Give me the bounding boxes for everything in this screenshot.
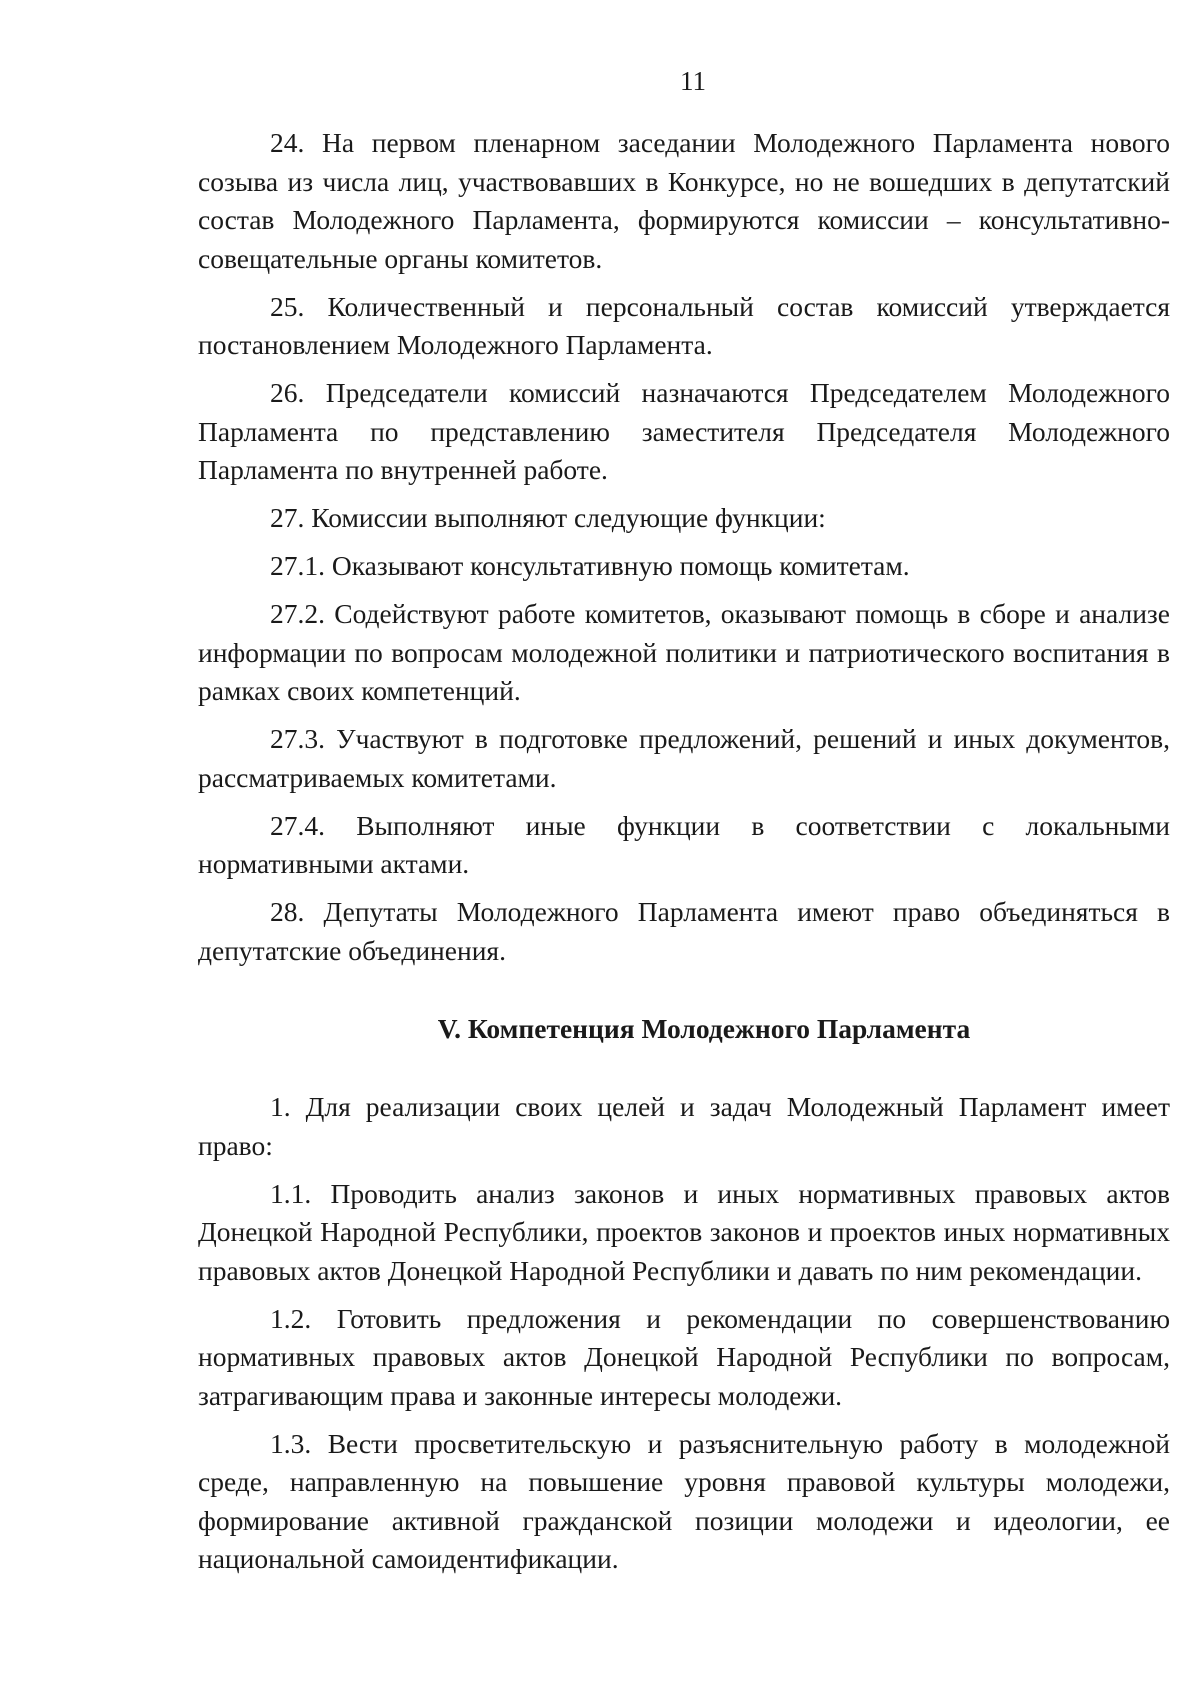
paragraph-27-1: 27.1. Оказывают консультативную помощь комитетам. — [270, 550, 910, 581]
paragraph-27: 27. Комиссии выполняют следующие функции: — [270, 502, 826, 533]
paragraph-24: 24. На первом пленарном заседании Молодежного Парламента нового созыва из числа лиц, участвовавших в Конкурсе, но не вошедших в депутатский состав Молодежного Парламента, формируются комиссии – консультативно-совещательные органы комитетов. — [198, 127, 1170, 274]
paragraph-27-4: 27.4. Выполняют иные функции в соответствии с локальными нормативными актами. — [198, 809, 1170, 879]
section-heading: V. Компетенция Молодежного Парламента — [437, 1013, 971, 1044]
paragraph-27-3: 27.3. Участвуют в подготовке предложений, решений и иных документов, рассматриваемых комитетами. — [198, 723, 1170, 793]
paragraph-26: 26. Председатели комиссий назначаются Председателем Молодежного Парламента по представлению заместителя Председателя Молодежного Парламента по внутренней работе. — [198, 377, 1170, 485]
paragraph-25: 25. Количественный и персональный состав комиссий утверждается постановлением Молодежного Парламента. — [198, 290, 1170, 360]
document-page — [198, 62, 1170, 1588]
paragraph-v-1-3: 1.3. Вести просветительскую и разъяснительную работу в молодежной среде, направленную на повышение уровня правовой культуры молодежи, формирование активной гражданской позиции молодежи и идеологии, ее национальной самоидентификации. — [198, 1427, 1170, 1574]
paragraph-v-1: 1. Для реализации своих целей и задач Молодежный Парламент имеет право: — [198, 1091, 1170, 1161]
paragraph-v-1-2: 1.2. Готовить предложения и рекомендации по совершенствованию нормативных правовых актов Донецкой Народной Республики по вопросам, затрагивающим права и законные интересы молодежи. — [198, 1302, 1170, 1411]
paragraph-28: 28. Депутаты Молодежного Парламента имеют право объединяться в депутатские объединения. — [198, 896, 1170, 966]
page-number: 11 — [680, 66, 706, 96]
paragraph-27-2: 27.2. Содействуют работе комитетов, оказывают помощь в сборе и анализе информации по вопросам молодежной политики и патриотического воспитания в рамках своих компетенций. — [198, 598, 1170, 706]
paragraph-v-1-1: 1.1. Проводить анализ законов и иных нормативных правовых актов Донецкой Народной Республики, проектов законов и проектов иных нормативных правовых актов Донецкой Народной Республики и давать по ним рекомендации. — [198, 1177, 1170, 1286]
